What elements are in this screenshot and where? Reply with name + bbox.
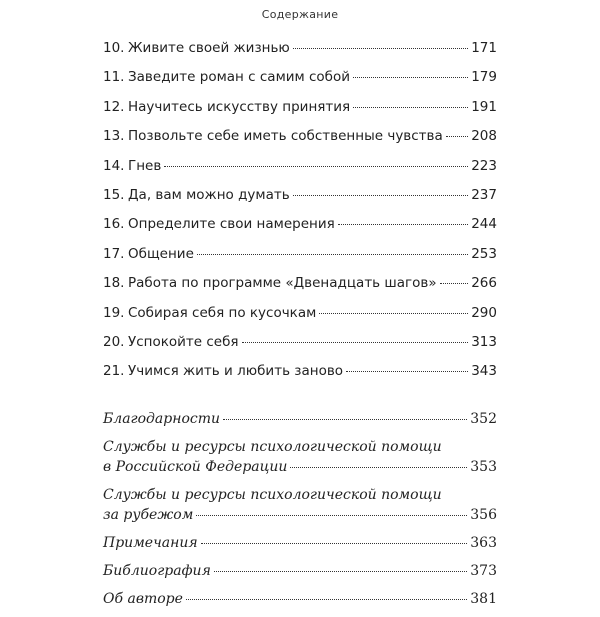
table-of-contents [103,38,497,617]
chapter-title: Учимся жить и любить заново [128,363,344,380]
chapter-title: Общение [128,245,194,262]
toc-entry[interactable] [103,214,497,243]
appendix-title-line: Службы и ресурсы психологической помощи [103,486,442,503]
toc-entry[interactable] [103,273,497,302]
appendix-title: Примечания [103,534,198,551]
page-number: 237 [471,186,497,203]
toc-entry[interactable] [103,38,497,67]
chapter-title: Определите свои намерения [128,216,335,233]
dot-leader [319,313,468,314]
page-number: 290 [471,304,497,321]
page-number: 381 [470,590,497,607]
page-number: 266 [471,275,497,292]
chapter-number: 15. [103,186,125,203]
chapter-number: 21. [103,363,125,380]
appendix-row [103,409,497,429]
chapter-title: Научитесь искусству принятия [128,98,351,115]
dot-leader [338,224,469,225]
dot-leader [346,371,468,372]
page-number: 363 [470,534,497,551]
toc-entry[interactable] [103,156,497,185]
page-number: 352 [470,410,497,427]
chapter-number: 16. [103,216,125,233]
toc-entry-appendix[interactable] [103,485,497,525]
dot-leader [440,283,469,284]
page-number: 171 [471,40,497,56]
page-header: Содержание [261,8,339,21]
toc-entry[interactable] [103,185,497,214]
chapter-title: Собирая себя по кусочкам [128,304,317,321]
dot-leader [353,77,468,78]
appendix-row [103,561,497,581]
chapter-title: Успокойте себя [128,333,239,350]
page-number: 253 [471,245,497,262]
toc-entry[interactable] [103,303,497,332]
appendix-title-line: Службы и ресурсы психологической помощи [103,438,442,455]
toc-entry-appendix[interactable] [103,561,497,581]
chapter-number: 13. [103,128,125,145]
dot-leader [197,254,468,255]
chapter-number: 19. [103,304,125,321]
toc-entry-appendix[interactable] [103,409,497,429]
dot-leader [353,107,468,108]
dot-leader [446,136,468,137]
appendix-title: в Российской Федерации [103,458,288,475]
appendix-list [103,409,497,609]
dot-leader [196,515,467,516]
chapter-title: Да, вам можно думать [128,186,290,203]
appendix-title: за рубежом [103,506,194,523]
toc-entry[interactable] [103,67,497,96]
chapter-number: 17. [103,245,125,262]
toc-entry[interactable] [103,244,497,273]
dot-leader [293,48,468,49]
chapter-title: Работа по программе «Двенадцать шагов» [128,275,437,292]
page-number: 244 [471,216,497,233]
dot-leader [290,467,467,468]
page-number: 343 [471,363,497,380]
chapter-title: Живите своей жизнью [128,40,290,56]
dot-leader [164,166,468,167]
dot-leader [214,571,467,572]
appendix-row [103,533,497,553]
appendix-row [103,589,497,609]
dot-leader [242,342,469,343]
chapter-number: 20. [103,333,125,350]
chapter-title: Гнев [128,157,162,174]
toc-entry[interactable] [103,126,497,155]
chapter-title: Позвольте себе иметь собственные чувства [128,128,443,145]
appendix-row [103,505,497,525]
page-number: 313 [471,333,497,350]
toc-entry[interactable] [103,361,497,390]
chapter-number: 12. [103,98,125,115]
page-number: 191 [471,98,497,115]
chapter-number: 14. [103,157,125,174]
page-number: 223 [471,157,497,174]
toc-entry-appendix[interactable] [103,533,497,553]
chapter-list [103,38,497,391]
dot-leader [223,419,467,420]
dot-leader [293,195,469,196]
chapter-number: 10. [103,40,125,56]
appendix-title: Благодарности [103,410,221,427]
toc-entry-appendix[interactable] [103,437,497,477]
page-number: 353 [470,458,497,475]
appendix-row [103,457,497,477]
page-number: 179 [471,69,497,86]
appendix-title: Библиография [103,562,211,579]
chapter-number: 18. [103,275,125,292]
toc-entry[interactable] [103,332,497,361]
page-number: 373 [470,562,497,579]
chapter-title: Заведите роман с самим собой [128,69,351,86]
page-number: 356 [470,506,497,523]
appendix-title: Об авторе [103,590,183,607]
toc-entry-appendix[interactable] [103,589,497,609]
chapter-number: 11. [103,69,125,86]
toc-entry[interactable] [103,97,497,126]
dot-leader [201,543,468,544]
page-number: 208 [471,128,497,145]
